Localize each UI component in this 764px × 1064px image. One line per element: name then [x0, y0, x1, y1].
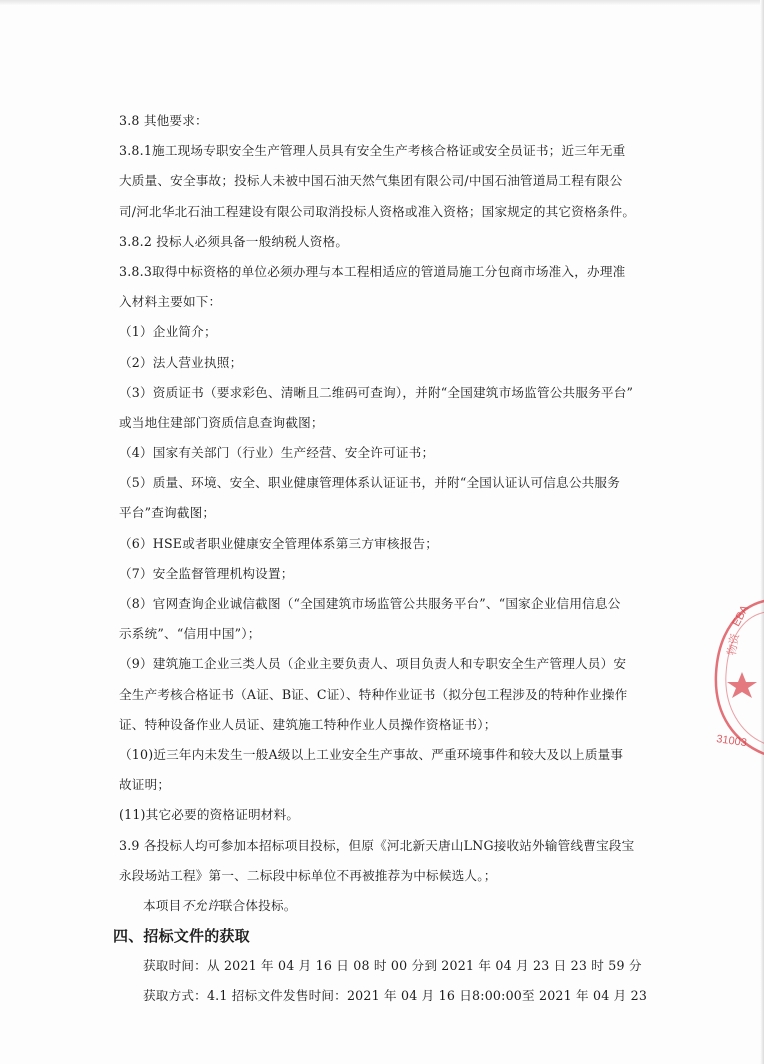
text-line: 3.8.3取得中标资格的单位必须办理与本工程相适应的管道局施工分包商市场准入，办理准: [119, 263, 626, 279]
list-item: （8）官网查询企业诚信截图（“全国建筑市场监管公共服务平台”、“国家企业信用信息公: [119, 596, 621, 611]
stamp-text-bottom: 31003: [715, 733, 748, 750]
stamp-star-icon: [727, 672, 757, 698]
official-seal-stamp: [708, 594, 764, 764]
text-line: 全生产考核合格证书（A证、B证、C证）、特种作业证书（拟分包工程涉及的特种作业操作: [119, 686, 628, 702]
list-item: （3）资质证书（要求彩色、清晰且二维码可查询），并附“全国建筑市场监管公共服务平台”: [119, 384, 634, 400]
scan-edge-top: [0, 0, 764, 6]
text-line: 3.8.2 投标人必须具备一般纳税人资格。: [119, 233, 349, 249]
text-line: 示系统”、“信用中国”）；: [119, 626, 261, 642]
consortium-italic: 不允许: [181, 897, 220, 913]
list-item: (11)其它必要的资格证明材料。: [119, 807, 300, 823]
text-line: 3.8 其他要求：: [119, 113, 208, 128]
consortium-after: 联合体投标。: [219, 897, 297, 913]
list-item: （9）建筑施工企业三类人员（企业主要负责人、项目负责人和专职安全生产管理人员）安: [119, 656, 627, 672]
section-heading: 四、招标文件的获取: [113, 927, 250, 946]
text-line: 大质量、安全事故；投标人未被中国石油天然气集团有限公司/中国石油管道局工程有限公: [119, 173, 623, 189]
consortium-note: [119, 891, 639, 921]
text-line: 或当地住建部门资质信息查询截图；: [119, 414, 324, 430]
text-line: 证、特种设备作业人员证、建筑施工特种作业人员操作资格证书）；: [119, 716, 497, 732]
acquire-method: 获取方式：4.1 招标文件发售时间：2021 年 04 月 16 日8:00:00至 2021 年 04 月 23: [143, 988, 648, 1004]
text-line: 入材料主要如下：: [119, 294, 222, 310]
stamp-text-side: 物资: [725, 632, 742, 657]
list-item: （7）安全监督管理机构设置；: [119, 565, 294, 581]
text-line: 平台”查询截图；: [119, 505, 216, 521]
acquire-time: 获取时间：从 2021 年 04 月 16 日 08 时 00 分到 2021 年 04 月 23 日 23 时 59 分: [143, 958, 642, 974]
list-item: （1）企业简介；: [119, 324, 217, 340]
text-line: 永段场站工程》第一、二标段中标单位不再被推荐为中标候选人。；: [119, 867, 497, 883]
text-line: 3.8.1施工现场专职安全生产管理人员具有安全生产考核合格证或安全员证书；近三年无重: [119, 143, 626, 159]
text-line: 故证明；: [119, 777, 171, 793]
document-body: [113, 106, 648, 1012]
stamp-text-top: EBA: [730, 603, 752, 629]
text-line: 3.9 各投标人均可参加本招标项目投标，但原《河北新天唐山LNG接收站外输管线曹宝段宝: [119, 837, 635, 853]
list-item: （5）质量、环境、安全、职业健康管理体系认证证书，并附“全国认证认可信息公共服务: [119, 475, 621, 491]
text-line: 司/河北华北石油工程建设有限公司取消投标人资格或准入资格；国家规定的其它资格条件。: [119, 203, 636, 219]
scan-edge-right: [760, 0, 764, 1064]
list-item: （4）国家有关部门（行业）生产经营、安全许可证书；: [119, 445, 435, 461]
list-item: （10)近三年内未发生一般A级以上工业安全生产事故、严重环境事件和较大及以上质量事: [119, 746, 624, 762]
list-item: （2）法人营业执照；: [119, 354, 243, 370]
list-item: （6）HSE或者职业健康安全管理体系第三方审核报告；: [119, 535, 439, 551]
consortium-before: 本项目: [143, 897, 182, 913]
